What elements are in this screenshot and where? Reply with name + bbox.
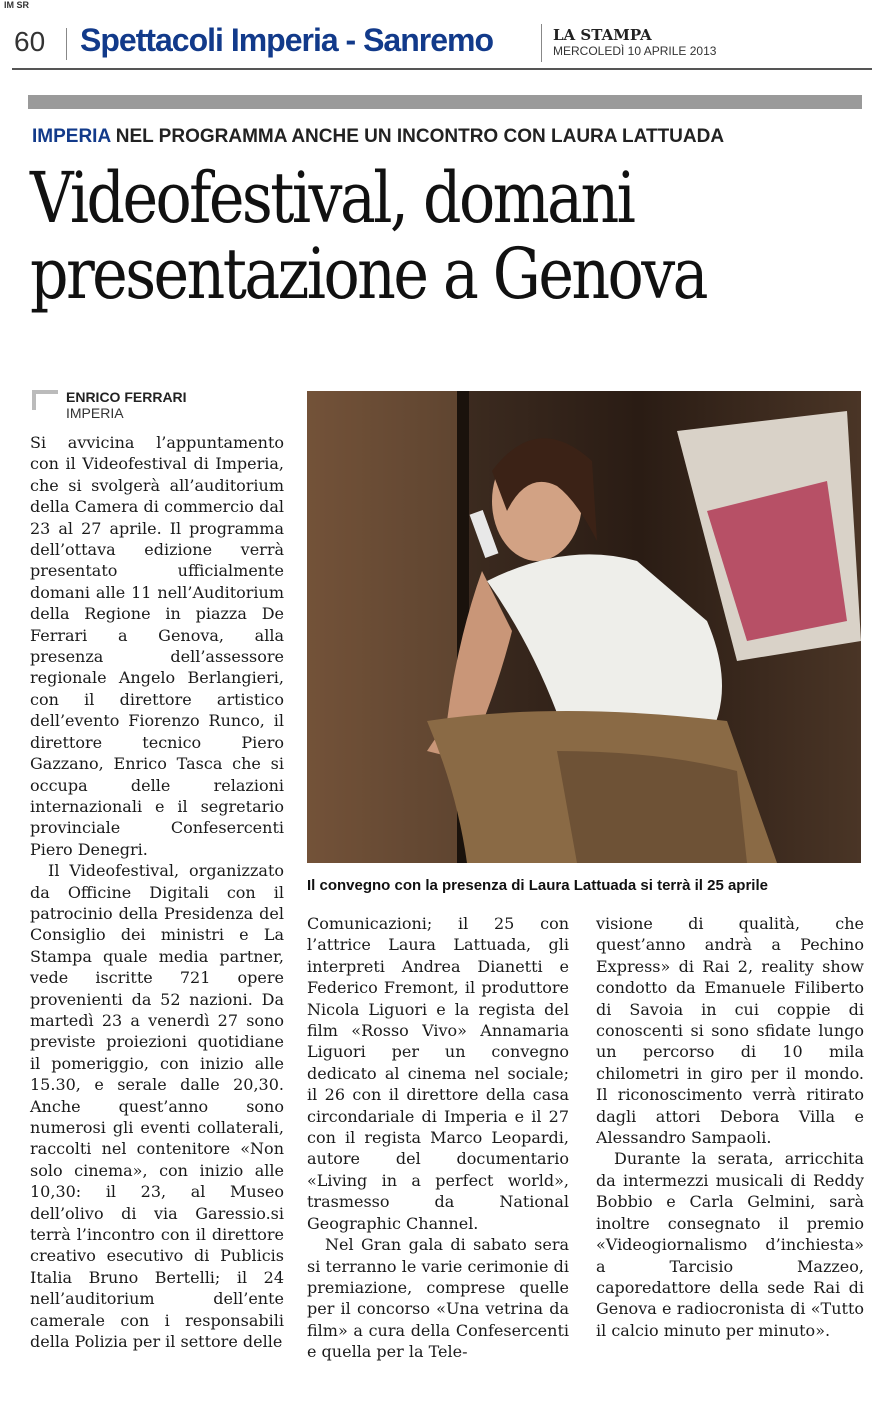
issue-date: MERCOLEDÌ 10 APRILE 2013 xyxy=(553,44,717,58)
newspaper-name: LA STAMPA xyxy=(553,26,652,44)
kicker xyxy=(32,126,724,148)
article-column-1 xyxy=(30,432,284,1352)
article-photo xyxy=(307,391,861,863)
section-band xyxy=(28,95,862,109)
author-location: IMPERIA xyxy=(66,405,124,421)
photo-caption: Il convegno con la presenza di Laura Lattuada si terrà il 25 aprile xyxy=(307,877,768,894)
author-name: ENRICO FERRARI xyxy=(66,389,187,405)
byline-mark xyxy=(32,390,58,410)
headline xyxy=(30,157,752,315)
kicker-location: IMPERIA xyxy=(32,126,111,147)
page-number: 60 xyxy=(14,26,46,57)
page-header xyxy=(0,18,881,68)
article-column-3 xyxy=(596,913,864,1341)
paragraph: Si avvicina l’appuntamento con il Videofestival di Imperia, che si svolgerà all’auditorium della Camera di commercio dal 23 al 27 aprile. Il programma dell’ottava edizione verrà presentato ufficialmente domani alle 11 nell’Auditorium della Regione in piazza De Ferrari a Genova, alla presenza dell’assessore regionale Angelo Berlangieri, con il direttore artistico dell’evento Fiorenzo Runco, il direttore tecnico Piero Gazzano, Enrico Tasca che si occupa delle relazioni internazionali e il segretario provinciale Confesercenti Piero Denegri. xyxy=(30,433,284,859)
headline-line: Videofestival, domani xyxy=(30,157,634,239)
headline-line: presentazione a Genova xyxy=(30,233,706,315)
header-rule xyxy=(12,68,872,70)
paragraph: Nel Gran gala di sabato sera si terranno le varie cerimonie di premiazione, comprese quelle per il concorso «Una vetrina da film» a cura della Confesercenti e quella per la Tele- xyxy=(307,1235,569,1362)
section-title: Spettacoli Imperia - Sanremo xyxy=(80,22,494,58)
paragraph: Durante la serata, arricchita da intermezzi musicali di Reddy Bobbio e Carla Gelmini, sarà inoltre consegnato il premio «Videogiornalismo d’inchiesta» a Tarcisio Mazzeo, caporedattore della sede Rai di Genova e radiocronista di «Tutto il calcio minuto per minuto». xyxy=(596,1149,864,1340)
paragraph: Il Videofestival, organizzato da Officine Digitali con il patrocinio della Presidenza del Consiglio dei ministri e La Stampa quale media partner, vede iscritte 721 opere provenienti da 52 nazioni. Da martedì 23 a venerdì 27 sono previste proiezioni quotidiane il pomeriggio, con inizio alle 15.30, e serale dalle 20,30. Anche quest’anno sono numerosi gli eventi collaterali, raccolti nel contenitore «Non solo cinema», con inizio alle 10,30: il 23, al Museo dell’olivo di via Garessio.si terrà l’incontro con il direttore creativo esecutivo di Publicis Italia Bruno Bertelli; il 24 nell’auditorium dell’ente camerale con i responsabili della Polizia per il settore delle xyxy=(30,861,284,1352)
header-divider xyxy=(541,24,542,62)
paragraph: visione di qualità, che quest’anno andrà a Pechino Express» di Rai 2, reality show condotto da Emanuele Filiberto di Savoia in cui coppie di conoscenti si sono sfidate lungo un percorso di 10 mila chilometri in giro per il mondo. Il riconoscimento verrà ritirato dagli attori Debora Villa e Alessandro Sampaoli. xyxy=(596,914,864,1148)
edition-mark: IM SR xyxy=(4,0,30,10)
photo-illustration xyxy=(307,391,861,863)
header-divider xyxy=(66,28,67,60)
paragraph: Comunicazioni; il 25 con l’attrice Laura Lattuada, gli interpreti Andrea Dianetti e Federico Fremont, il produttore Nicola Liguori e la regista del film «Rosso Vivo» Annamaria Liguori per un convegno dedicato al cinema nel sociale; il 26 con il direttore della casa circondariale di Imperia e il 27 con il regista Marco Leopardi, autore del documentario «Living in a perfect world», trasmesso da National Geographic Channel. xyxy=(307,914,569,1233)
kicker-text: NEL PROGRAMMA ANCHE UN INCONTRO CON LAURA LATTUADA xyxy=(115,126,725,147)
article-column-2 xyxy=(307,913,569,1363)
